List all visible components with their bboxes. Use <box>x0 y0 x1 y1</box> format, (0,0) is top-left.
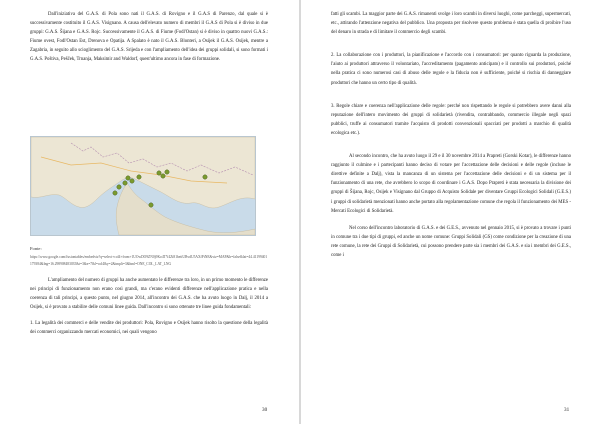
right-paragraph-5: Nel corso dell'incontro laboratorio di G.A.S. e dei G.E.S., avvenuto nel gennaio 2015, si è provato a trovare i punti in comune tra i due tipi di gruppi, ed anche un nome comune: Gruppi Solidali (GS) come condizione per la creazione di una rete comune, la rete dei Gruppi di Solidarietà, cui possono prendere parte sia i membri dei G.A.S. e sia i membri dei G.E.S., come i <box>331 225 571 258</box>
right-page <box>301 0 600 424</box>
right-paragraph-1: fatti gli scambi. La maggior parte dei G.A.S. rimanenti svolge i loro scambi in diversi luoghi, come parcheggi, supermercati, etc., attirando l'attenzione negativa del pubblico. Una proposta per risolvere questo problema è stata quella di proibire l'uso del denaro in strada e di limitare il commercio degli scambi. <box>331 12 571 36</box>
map-marker <box>123 181 127 185</box>
map-marker <box>203 175 207 179</box>
map-marker <box>149 203 153 207</box>
left-paragraph-1: Dall'iniziativa del G.A.S. di Pola sono nati il G.A.S. di Rovigno e il G.A.S di Parenzo, dal quale si è successivamente costituito il G.A.S. Visignano. A causa dell'elevato numero di membri il G.A.S di Pola si è diviso in due gruppi: G.A.S. Šijana e G.A.S. Rojc. Successivamente il G.A.S. di Fiume (Fodl'Ostan) si è diviso in quattro nuovi G.A.S.: Fiume ovest, Fodl'Ostan Est, Drenova e Opatija. A Spalato è nato il G.A.S. Blonteri, a Osijek il G.A.S. Osijek, mentre a Zagabria, in seguito allo scioglimento del G.A.S. Srijeda e con l'ampliamento dell'idea dei gruppi solidali, si sono formati i G.A.S. Poštiva, Pešček, Trnanja, Maksimir and Waldorf, quest'ultimo ancora in fase di formazione. <box>30 12 268 63</box>
map-caption-label: Fonte: <box>30 246 42 251</box>
map-marker <box>113 191 117 195</box>
map-marker <box>165 170 169 174</box>
page-number-left: 30 <box>262 407 268 413</box>
right-text <box>331 10 571 260</box>
croatia-map-graphic <box>31 137 255 235</box>
map-marker <box>137 175 141 179</box>
left-paragraph-2: L'ampliamento del numero di gruppi ha anche aumentato le differenze tra loro, in un primo momento le differenze nei principi di funzionamento non erano così grandi, ma c'erano evidenti differenze nell'applicazione pratica e nella coerenza di tali principi, a questo punto, nel giugno 2014, all'incontro dei G.A.S. che ha avuto luogo in Dalj, il 2014 a Osijek, si è provato a stabilire delle comuni linee guida. Dall'incontro si sono ottenute tre linee guida fondamentali: <box>30 278 268 311</box>
map-marker <box>157 171 161 175</box>
map-marker <box>161 174 165 178</box>
map-source-link[interactable]: https://www.google.com/fusiontables/embedviz?q=select+col4+from+1UOwDO9ZN0j9Ko4TY4Zi81betiUBvdU5AXfPtNE&viz=MAP&h=false&lat=44.41199401179384&lng=16.298908483035&t=3&z=7&l=col4&y=2&tmplt=3&hml=ONE_COL_LAT_LNG <box>30 255 268 267</box>
map-marker <box>117 185 121 189</box>
right-paragraph-4: Al secondo incontro, che ha avuto luogo il 29 e il 30 novembre 2014 a Prapreti (Gorski Kotar), le differenze hanno raggiunto il culmine e i partecipanti hanno deciso di votare per l'accettazione delle decisioni e delle regole (incluse le direttive definite a Dalj), vista la mancanza di un sistema per l'accettazione delle decisioni e di un sistema per il funzionamento di una rete, che avrebbero lo scopo di coordinare i G.A.S. Dopo Prapreti è stata necessaria la divisione dei gruppi di Šijana, Rojc, Osijek e Visignano dal Gruppo di Acquisto Solidale per diventare Gruppi Ecologici Solidali (G.E.S.) i gruppi di solidarietà menzionati hanno anche portato alla regolamentazione comune che regola il funzionamento dei MES - Mercati Ecologici di Solidarietà. <box>331 154 571 214</box>
map-marker <box>130 179 134 183</box>
right-paragraph-2: 2. La collaborazione con i produttori, la pianificazione e l'accordo con i consumatori: per quanto riguarda la produzione, l'aiuto ai produttori attraverso il volontariato, l'accreditamento (pagamento anticipato) e il controllo sui produttori, poiché nella pratica ci sono numerosi casi di abuso delle regole e la fiducia non è sufficiente, poiché si rischia di danneggiare produttori che hanno un certo tipo di qualità. <box>331 53 571 86</box>
right-paragraph-3: 3. Regole chiare e coerenza nell'applicazione delle regole: perché non rispettando le regole si potrebbero avere danni alla reputazione dell'intero movimento dei gruppi di solidarietà (rivendita, contrabbando, commercio illegale negli spazi pubblici, truffe ai consumatori tramite l'acquisto di prodotti convenzionali spacciati per prodotti a marchio di qualità ecologica etc.). <box>331 103 571 136</box>
left-lower-text <box>30 276 268 337</box>
gas-map <box>30 136 256 236</box>
left-paragraph-3: 1. La legalità dei commerci e delle vendite dei produttori: Pola, Rovigno e Osijek hanno risolto la questione della legalità dei commerci organizzando mercati economici, nei quali vengono <box>30 320 268 335</box>
map-marker <box>126 176 130 180</box>
left-page <box>0 0 299 424</box>
left-paragraph-1-block <box>30 10 268 65</box>
page-number-right: 31 <box>564 407 570 413</box>
